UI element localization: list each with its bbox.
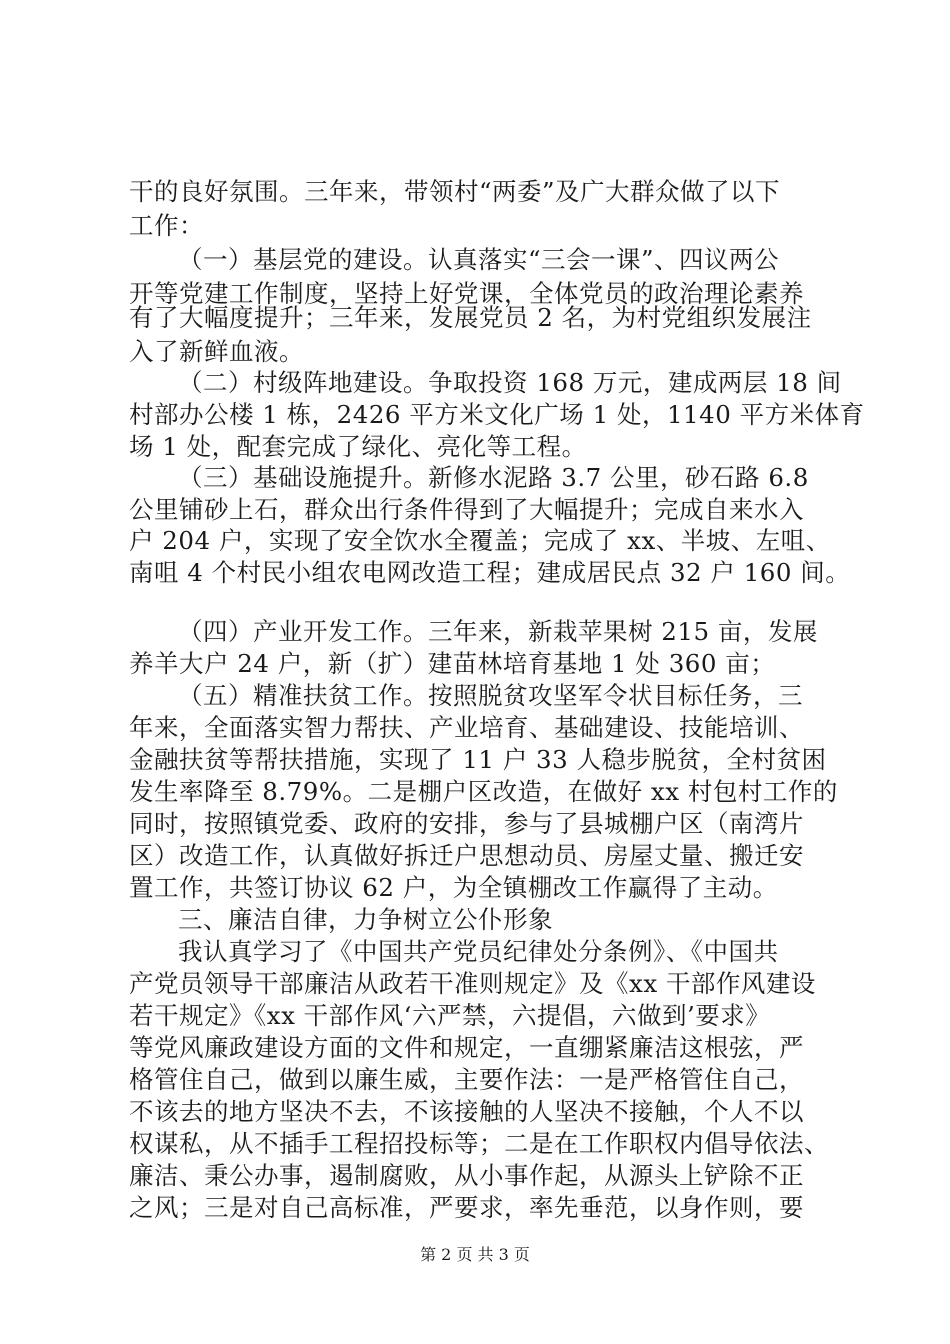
text-line: 我认真学习了《中国共产党员纪律处分条例》、《中国共 — [178, 937, 779, 966]
text-line: 干的良好氛围。三年来，带领村“两委”及广大群众做了以下 — [129, 177, 781, 206]
text-line: 之风；三是对自己高标准，严要求，率先垂范，以身作则，要 — [129, 1193, 804, 1222]
text-line: 廉洁、秉公办事，遏制腐败，从小事作起，从源头上铲除不正 — [129, 1161, 804, 1190]
text-line: （五）精准扶贫工作。按照脱贫攻坚军令状目标任务，三 — [178, 681, 803, 710]
text-line: 不该去的地方坚决不去，不该接触的人坚决不接触，个人不以 — [129, 1097, 804, 1126]
text-line: （二）村级阵地建设。争取投资 168 万元，建成两层 18 间 — [178, 368, 842, 397]
text-line: 权谋私，从不插手工程招投标等；二是在工作职权内倡导依法、 — [129, 1129, 829, 1158]
section-heading: 三、廉洁自律，力争树立公仆形象 — [178, 905, 553, 934]
text-line: 有了大幅度提升；三年来，发展党员 2 名，为村党组织发展注 — [129, 303, 812, 332]
text-line: 区）改造工作，认真做好拆迁户思想动员、房屋丈量、搬迁安 — [129, 841, 804, 870]
text-line: 养羊大户 24 户，新（扩）建苗林培育基地 1 处 360 亩； — [129, 649, 776, 678]
text-line: 入了新鲜血液。 — [129, 337, 304, 366]
text-line: 公里铺砂上石，群众出行条件得到了大幅提升；完成自来水入 — [129, 495, 804, 524]
text-line: （一）基层党的建设。认真落实“三会一课”、四议两公 — [178, 245, 780, 274]
text-line: （三）基础设施提升。新修水泥路 3.7 公里，砂石路 6.8 — [178, 463, 809, 492]
text-line: 产党员领导干部廉洁从政若干准则规定》及《xx 干部作风建设 — [129, 969, 816, 998]
text-line: 格管住自己，做到以廉生威，主要作法：一是严格管住自己， — [129, 1065, 804, 1094]
text-line: 工作： — [129, 211, 204, 240]
text-line: 户 204 户，实现了安全饮水全覆盖；完成了 xx、半坡、左咀、 — [129, 526, 831, 555]
text-line: 开等党建工作制度，坚持上好党课，全体党员的政治理论素养 — [129, 279, 804, 308]
text-line: 等党风廉政建设方面的文件和规定，一直绷紧廉洁这根弦，严 — [129, 1033, 804, 1062]
page-footer: 第 2 页 共 3 页 — [420, 1245, 530, 1264]
text-line: 同时，按照镇党委、政府的安排，参与了县城棚户区（南湾片 — [129, 809, 804, 838]
text-line: 置工作，共签订协议 62 户，为全镇棚改工作赢得了主动。 — [129, 873, 778, 902]
text-line: 村部办公楼 1 栋，2426 平方米文化广场 1 处，1140 平方米体育 — [129, 400, 865, 429]
text-line: 场 1 处，配套完成了绿化、亮化等工程。 — [129, 432, 587, 461]
text-line: （四）产业开发工作。三年来，新栽苹果树 215 亩，发展 — [178, 617, 818, 646]
text-line: 金融扶贫等帮扶措施，实现了 11 户 33 人稳步脱贫，全村贫困 — [129, 745, 827, 774]
text-line: 发生率降至 8.79%。二是棚户区改造，在做好 xx 村包村工作的 — [129, 777, 838, 806]
text-line: 若干规定》《xx 干部作风‘六严禁，六提倡，六做到’要求》 — [129, 1001, 771, 1030]
text-line: 南咀 4 个村民小组农电网改造工程；建成居民点 32 户 160 间。 — [129, 558, 851, 587]
text-line: 年来，全面落实智力帮扶、产业培育、基础建设、技能培训、 — [129, 713, 804, 742]
